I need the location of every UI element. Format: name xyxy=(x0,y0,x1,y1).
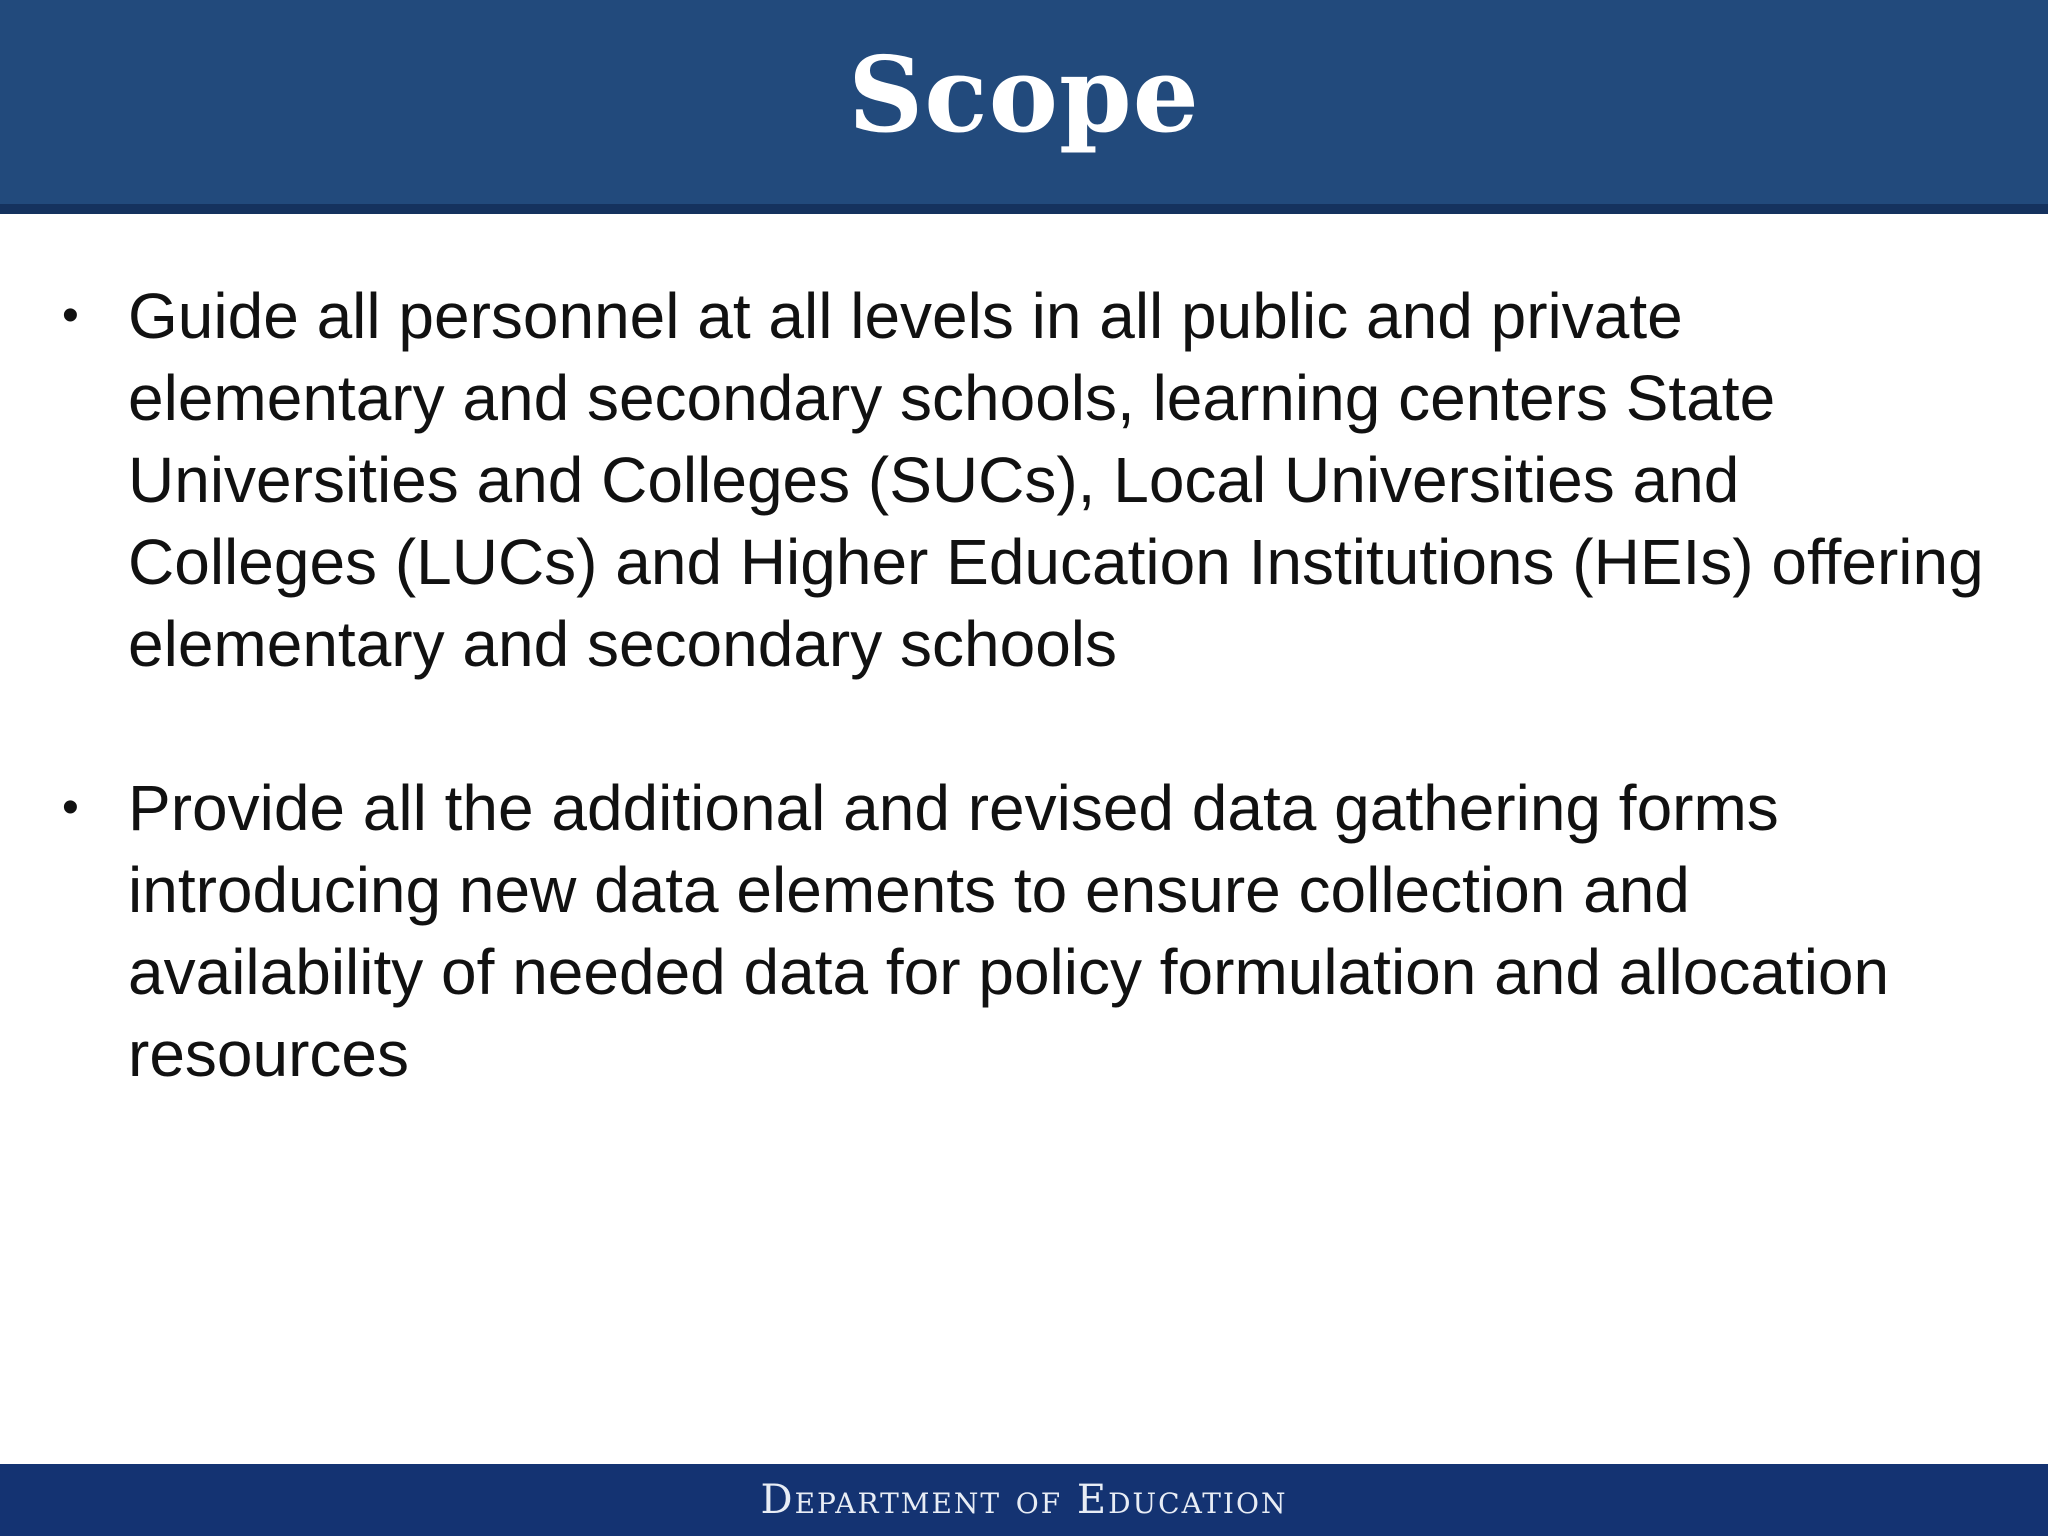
bullet-text: Guide all personnel at all levels in all public and private elementary and secondary schools, learning centers State Universities and Colleges (SUCs), Local Universities and Colleges (LUCs) and Higher Education Institutions (HEIs) offering elementary and secondary schools xyxy=(128,280,1984,680)
bullet-list xyxy=(62,275,1992,1095)
footer-department-label: Department of Education xyxy=(760,1477,1288,1523)
bullet-item-provide-forms xyxy=(62,767,1992,1095)
title-bar-divider xyxy=(0,204,2048,214)
footer-bar xyxy=(0,1464,2048,1536)
bullet-item-guide-personnel xyxy=(62,275,1992,685)
slide-title: Scope xyxy=(848,33,1200,156)
slide-content xyxy=(62,275,1992,1177)
title-bar xyxy=(0,0,2048,204)
bullet-marker: • xyxy=(62,781,79,834)
bullet-text: Provide all the additional and revised data gathering forms introducing new data elements to ensure collection and availability of needed data for policy formulation and allocation resources xyxy=(128,772,1890,1090)
bullet-marker: • xyxy=(62,289,79,342)
